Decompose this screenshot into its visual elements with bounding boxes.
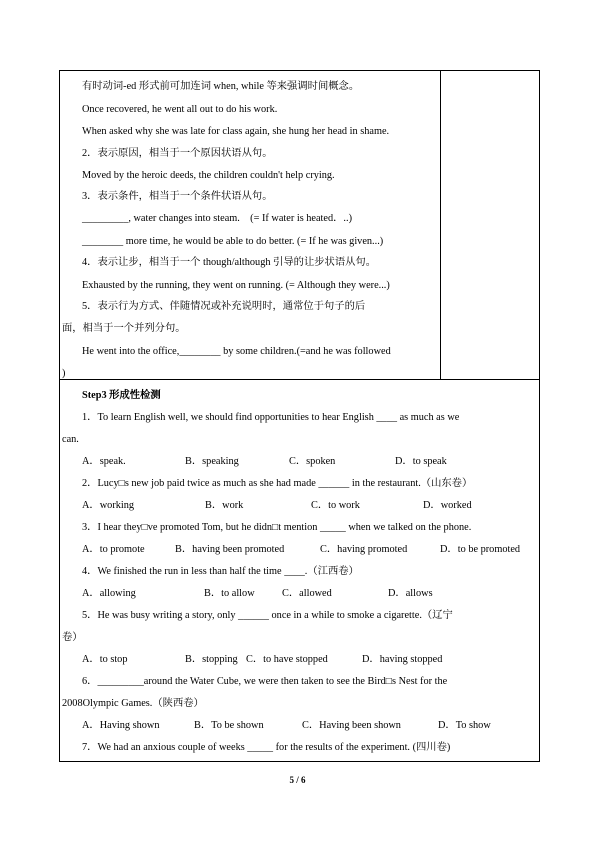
option-d: D．To show [438,720,491,731]
option-a: A．working [82,500,135,511]
grammar-example: Once recovered, he went all out to do his work. [82,104,278,115]
page-number: 5 / 6 [289,775,306,785]
option-c: C．Having been shown [302,720,401,731]
option-b: B．work [205,500,244,511]
row-divider [59,379,540,380]
grammar-line: 5．表示行为方式、伴随情况或补充说明时，通常位于句子的后 [82,301,366,312]
option-b: B．To be shown [194,720,264,731]
option-d: D．worked [423,500,472,511]
option-c: C．to work [311,500,360,511]
question-3: 3．I hear they□ve promoted Tom, but he didn□t mention _____ when we talked on the phone. [82,522,472,533]
option-d: D．allows [388,588,433,599]
question-5-cont: 卷） [62,632,83,643]
grammar-example: He went into the office,________ by some children.(=and he was followed [82,346,391,357]
option-b: B．having been promoted [175,544,285,555]
question-7: 7．We had an anxious couple of weeks _____ for the results of the experiment. (四川卷) [82,742,451,753]
question-6-cont: 2008Olympic Games.（陕西卷） [62,698,204,709]
grammar-example: Moved by the heroic deeds, the children couldn't help crying. [82,170,335,181]
question-6: 6．_________around the Water Cube, we were then taken to see the Bird□s Nest for the [82,676,448,687]
option-d: D．to speak [395,456,447,467]
grammar-line: 4．表示让步，相当于一个 though/although 引导的让步状语从句。 [82,257,377,268]
question-2: 2．Lucy□s new job paid twice as much as she had made ______ in the restaurant.（山东卷） [82,478,473,489]
option-b: B．speaking [185,456,239,467]
grammar-line: 面，相当于一个并列分句。 [62,323,186,334]
option-a: A．to stop [82,654,128,665]
question-5: 5．He was busy writing a story, only ______ once in a while to smoke a cigarette.（辽宁 [82,610,453,621]
option-a: A．allowing [82,588,136,599]
option-d: D．having stopped [362,654,443,665]
option-a: A．speak. [82,456,126,467]
question-1: 1．To learn English well, we should find opportunities to hear English ____ as much as we [82,412,460,423]
grammar-example: _________, water changes into steam. (= If water is heated．..) [82,213,353,224]
question-4: 4．We finished the run in less than half the time ____.（江西卷） [82,566,359,577]
grammar-line: 3．表示条件，相当于一个条件状语从句。 [82,191,273,202]
option-a: A．to promote [82,544,145,555]
question-1-cont: can. [62,434,79,445]
option-b: B．stopping [185,654,238,665]
option-c: C．allowed [282,588,332,599]
grammar-example: Exhausted by the running, they went on running. (= Although they were...) [82,280,390,291]
option-d: D．to be promoted [440,544,521,555]
option-c: C．having promoted [320,544,408,555]
grammar-line: 2．表示原因，相当于一个原因状语从句。 [82,148,273,159]
grammar-example: ) [62,368,66,379]
column-divider [440,70,441,379]
grammar-example: ________ more time, he would be able to do better. (= If he was given...) [82,236,384,247]
grammar-example: When asked why she was late for class again, she hung her head in shame. [82,126,390,137]
grammar-line: 有时动词-ed 形式前可加连词 when, while 等来强调时间概念。 [82,81,360,92]
section-heading: Step3 形成性检测 [82,390,161,401]
option-b: B．to allow [204,588,255,599]
option-c: C．to have stopped [246,654,328,665]
option-a: A．Having shown [82,720,160,731]
option-c: C．spoken [289,456,336,467]
